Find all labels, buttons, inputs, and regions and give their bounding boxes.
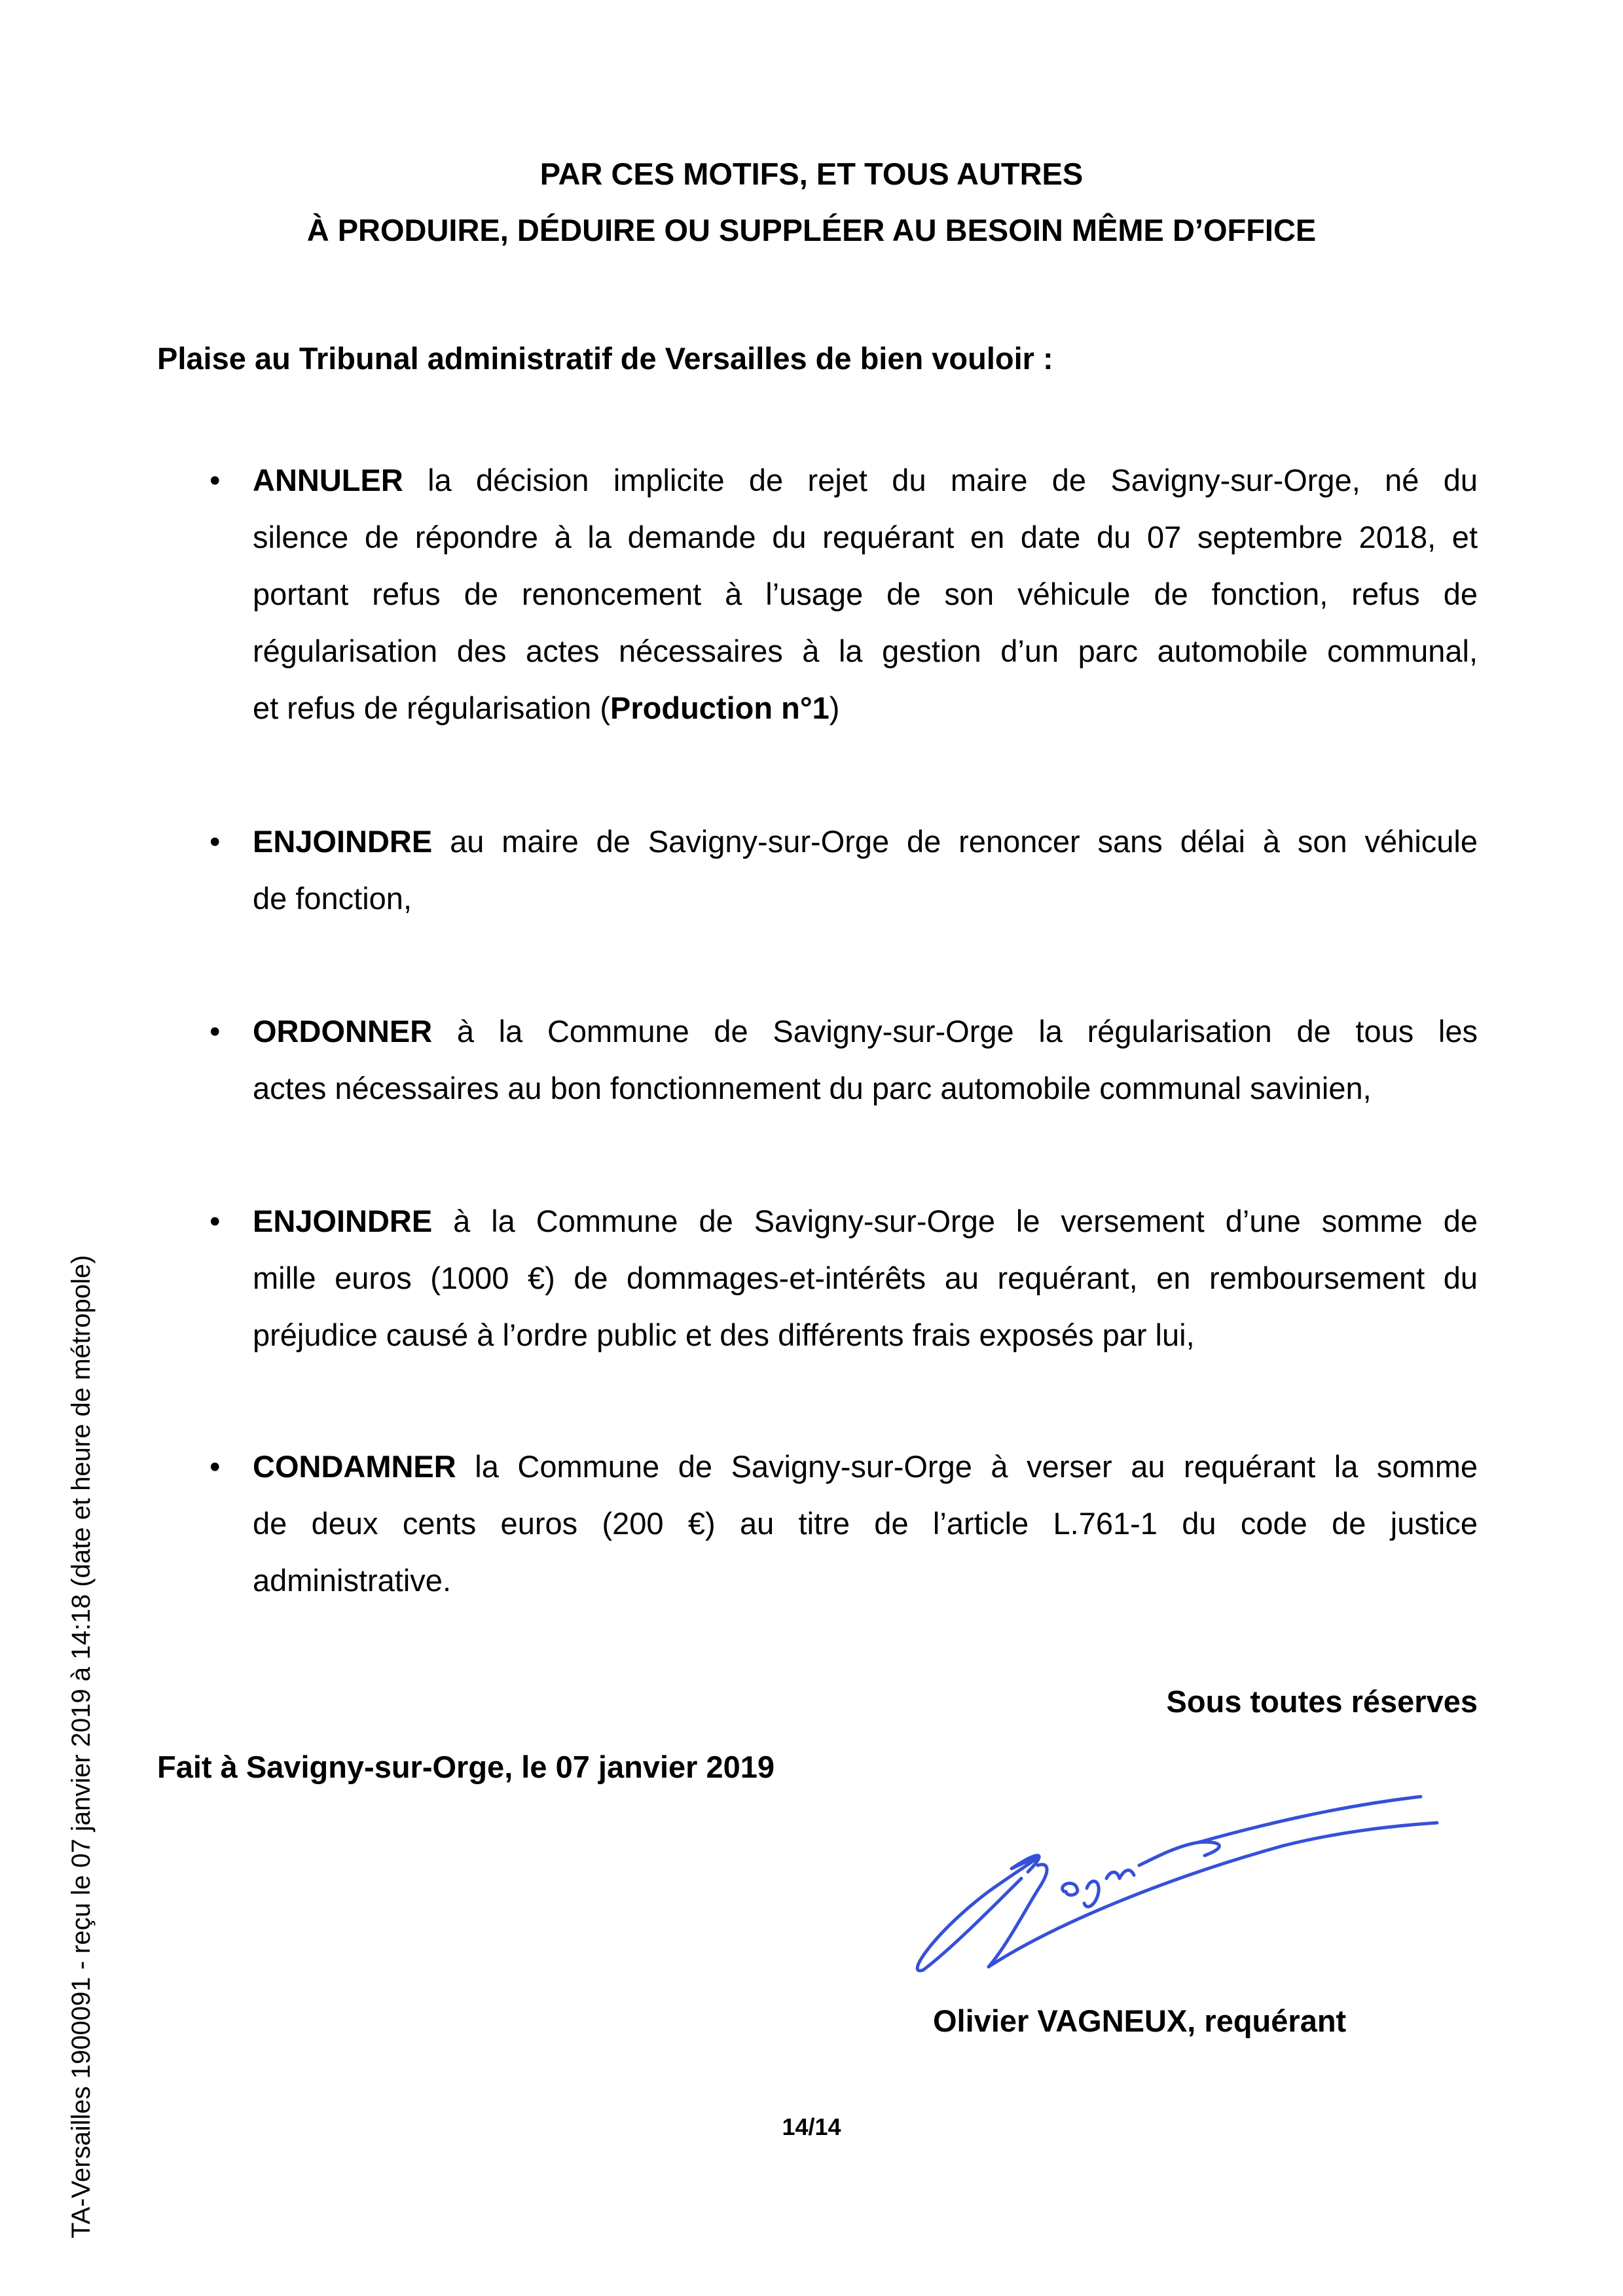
request-keyword: ANNULER bbox=[253, 463, 403, 497]
bullet-icon: • bbox=[210, 1204, 221, 1238]
court-receipt-stamp: TA-Versailles 1900091 - reçu le 07 janvier 2019 à 14:18 (date et heure de métropole) bbox=[67, 1255, 96, 2238]
request-line-text: au maire de Savigny-sur-Orge de renoncer sans délai à son véhicule bbox=[432, 824, 1478, 859]
request-keyword: CONDAMNER bbox=[253, 1449, 456, 1484]
request-line-text: la décision implicite de rejet du maire de Savigny-sur-Orge, né du bbox=[403, 463, 1478, 497]
request-keyword: ENJOINDRE bbox=[253, 824, 433, 859]
request-line bbox=[253, 813, 1478, 870]
request-line: silence de répondre à la demande du requérant en date du 07 septembre 2018, et bbox=[253, 520, 1478, 554]
request-line: administrative. bbox=[253, 1563, 451, 1598]
heading-line-2: À PRODUIRE, DÉDUIRE OU SUPPLÉER AU BESOIN MÊME D’OFFICE bbox=[306, 213, 1317, 247]
motifs-heading bbox=[0, 156, 1623, 268]
heading-line-1: PAR CES MOTIFS, ET TOUS AUTRES bbox=[539, 156, 1084, 191]
request-line bbox=[253, 1193, 1478, 1249]
request-line: portant refus de renoncement à l’usage de son véhicule de fonction, refus de bbox=[253, 577, 1478, 611]
bullet-icon: • bbox=[210, 463, 221, 497]
request-keyword: ENJOINDRE bbox=[253, 1204, 433, 1238]
request-text bbox=[253, 452, 1478, 736]
request-line-text: et refus de régularisation ( bbox=[253, 691, 611, 725]
request-line-text: à la Commune de Savigny-sur-Orge la régularisation de tous les bbox=[432, 1014, 1478, 1049]
request-text bbox=[253, 1193, 1478, 1363]
reserves-statement: Sous toutes réserves bbox=[1166, 1684, 1478, 1719]
request-line: de deux cents euros (200 €) au titre de l’article L.761-1 du code de justice bbox=[253, 1506, 1478, 1541]
request-text bbox=[253, 813, 1478, 927]
request-line-text: ) bbox=[829, 691, 840, 725]
request-line bbox=[253, 679, 1478, 736]
request-text bbox=[253, 1003, 1478, 1117]
request-text bbox=[253, 1438, 1478, 1609]
request-line bbox=[253, 1438, 1478, 1495]
request-line: préjudice causé à l’ordre public et des différents frais exposés par lui, bbox=[253, 1318, 1195, 1352]
request-line: mille euros (1000 €) de dommages-et-intérêts au requérant, en remboursement du bbox=[253, 1261, 1478, 1295]
place-and-date: Fait à Savigny-sur-Orge, le 07 janvier 2019 bbox=[157, 1749, 775, 1784]
bullet-icon: • bbox=[210, 824, 221, 859]
request-line: actes nécessaires au bon fonctionnement du parc automobile communal savinien, bbox=[253, 1071, 1372, 1105]
production-reference: Production n°1 bbox=[610, 691, 830, 725]
page-number: 14/14 bbox=[782, 2113, 841, 2140]
bullet-icon: • bbox=[210, 1449, 221, 1484]
request-line bbox=[253, 452, 1478, 509]
request-line bbox=[253, 1003, 1478, 1060]
request-line: de fonction, bbox=[253, 881, 412, 916]
bullet-icon: • bbox=[210, 1014, 221, 1049]
signer-name: Olivier VAGNEUX, requérant bbox=[933, 2003, 1347, 2038]
handwritten-signature-icon bbox=[890, 1780, 1467, 1996]
request-line-text: la Commune de Savigny-sur-Orge à verser au requérant la somme bbox=[456, 1449, 1478, 1484]
request-line: régularisation des actes nécessaires à la gestion d’un parc automobile communal, bbox=[253, 634, 1478, 668]
request-line-text: à la Commune de Savigny-sur-Orge le versement d’une somme de bbox=[432, 1204, 1478, 1238]
tribunal-intro: Plaise au Tribunal administratif de Versailles de bien vouloir : bbox=[157, 341, 1053, 376]
request-keyword: ORDONNER bbox=[253, 1014, 433, 1049]
